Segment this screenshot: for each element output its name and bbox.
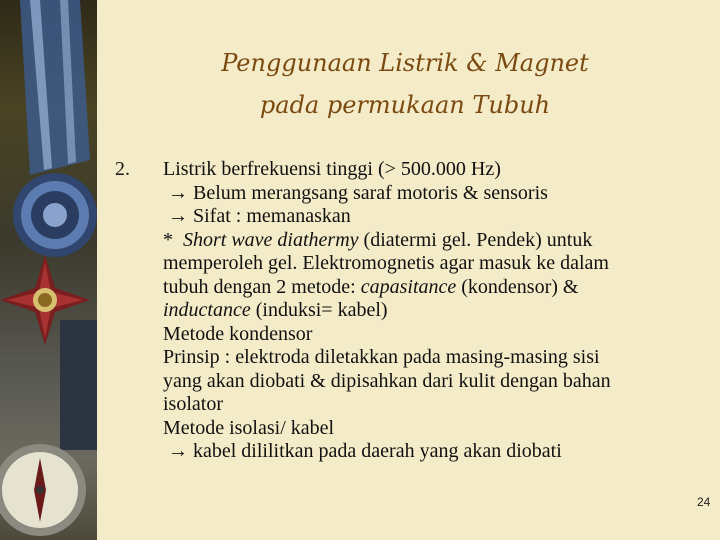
text-span: (diatermi gel. Pendek) untuk [363, 228, 593, 251]
text-line: yang akan diobati & dipisahkan dari kulit dengan bahan [163, 369, 611, 392]
text-line [163, 229, 708, 253]
text-line [163, 276, 708, 300]
text-span: (kondensor) & [461, 275, 579, 298]
arrow-icon: → [168, 440, 188, 462]
text-line: Metode isolasi/ kabel [163, 416, 335, 439]
text-span: Listrik berfrekuensi tinggi (> 500.000 Hz) [163, 158, 501, 180]
text-line [163, 158, 708, 182]
text-line: isolator [163, 393, 223, 415]
arrow-icon: → [168, 181, 188, 204]
italic-term: inductance [163, 299, 251, 321]
medal-icon [0, 0, 97, 540]
text-span: Belum merangsang saraf motoris & sensoris [193, 181, 548, 204]
list-item-body [163, 158, 708, 464]
text-span: (induksi= kabel) [255, 299, 388, 321]
text-span: tubuh dengan 2 metode: [163, 275, 356, 298]
text-span: kabel dililitkan pada daerah yang akan diobati [193, 440, 562, 462]
italic-term: Short wave diathermy [183, 228, 359, 251]
title-line-2: pada permukaan Tubuh [259, 91, 551, 119]
arrow-icon: → [168, 205, 188, 227]
text-span: Sifat : memanaskan [193, 205, 351, 227]
italic-term: capasitance [360, 275, 457, 298]
list-number: 2. [115, 158, 130, 180]
text-line [163, 299, 708, 323]
page-number: 24 [697, 495, 711, 509]
star-bullet: * [163, 228, 173, 251]
slide-title [150, 42, 660, 126]
title-line-1: Penggunaan Listrik & Magnet [221, 49, 589, 77]
text-line [163, 440, 708, 464]
decorative-medal-strip [0, 0, 97, 540]
compass-icon [0, 444, 86, 536]
text-line [163, 182, 708, 206]
text-line: Metode kondensor [163, 322, 313, 345]
text-line: memperoleh gel. Elektromognetis agar masuk ke dalam [163, 252, 609, 274]
text-line: Prinsip : elektroda diletakkan pada masing-masing sisi [163, 346, 600, 368]
text-line [163, 205, 708, 229]
